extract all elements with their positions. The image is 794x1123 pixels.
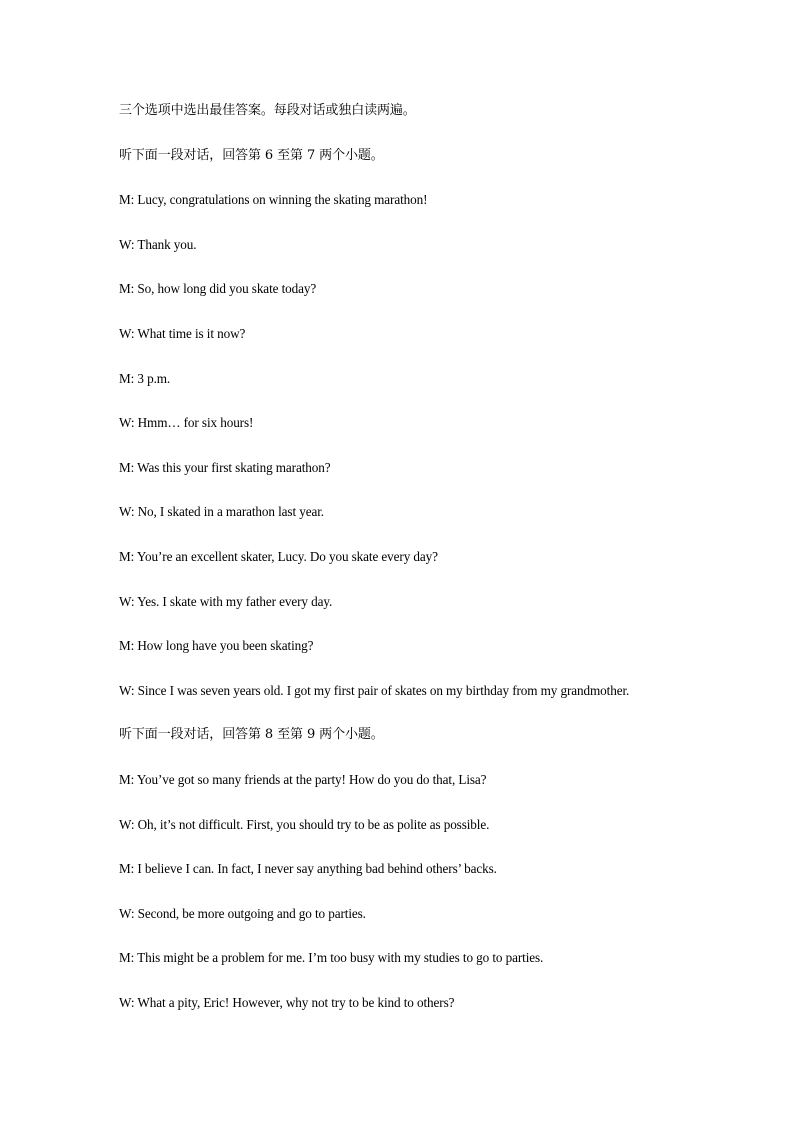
dialogue-line: W: Oh, it’s not difficult. First, you should try to be as polite as possible.	[119, 816, 490, 832]
dialogue-line: M: You’ve got so many friends at the party! How do you do that, Lisa?	[119, 771, 487, 787]
dialogue-line: M: This might be a problem for me. I’m too busy with my studies to go to parties.	[119, 950, 544, 966]
dialogue-line: M: 3 p.m.	[119, 370, 171, 386]
dialogue-line: W: Second, be more outgoing and go to parties.	[119, 905, 366, 921]
dialogue-line: W: Since I was seven years old. I got my first pair of skates on my birthday from my grandmother.	[119, 682, 630, 698]
dialogue-line: W: Thank you.	[119, 236, 197, 252]
section-heading-8-9: 听下面一段对话，回答第 8 至第 9 两个小题。	[119, 727, 384, 743]
dialogue-line: M: You’re an excellent skater, Lucy. Do you skate every day?	[119, 548, 438, 564]
document-body	[119, 101, 759, 1037]
dialogue-line: W: What time is it now?	[119, 325, 246, 341]
section-heading-6-7: 听下面一段对话，回答第 6 至第 7 两个小题。	[119, 147, 384, 163]
dialogue-line: M: How long have you been skating?	[119, 638, 314, 654]
dialogue-line: M: Lucy, congratulations on winning the skating marathon!	[119, 192, 428, 208]
instruction-line: 三个选项中选出最佳答案。每段对话或独白读两遍。	[119, 103, 416, 118]
dialogue-line: W: Hmm… for six hours!	[119, 415, 254, 431]
dialogue-line: M: I believe I can. In fact, I never say anything bad behind others’ backs.	[119, 861, 497, 877]
dialogue-line: W: No, I skated in a marathon last year.	[119, 504, 324, 520]
dialogue-line: M: So, how long did you skate today?	[119, 281, 317, 297]
dialogue-line: W: Yes. I skate with my father every day.	[119, 593, 333, 609]
dialogue-line: W: What a pity, Eric! However, why not try to be kind to others?	[119, 994, 455, 1010]
dialogue-line: M: Was this your first skating marathon?	[119, 459, 331, 475]
